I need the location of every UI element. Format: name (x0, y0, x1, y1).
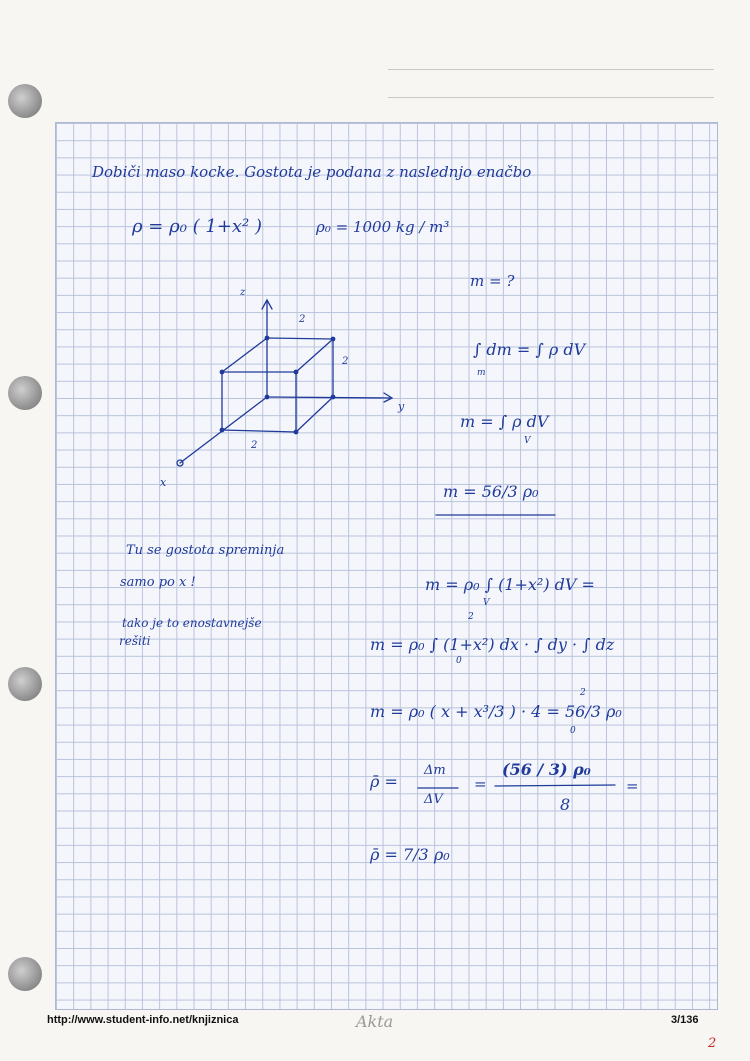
density-formula: ρ = ρ₀ ( 1+x² ) (132, 216, 263, 237)
note-line-4: rešiti (119, 634, 151, 648)
mass-unknown: m = ? (470, 272, 515, 290)
note-line-3: tako je to enostavnejše (122, 616, 262, 630)
integral-dm: ∫ dm = ∫ ρ dV (473, 340, 586, 359)
derivation-step-5: ρ̄ = 7/3 ρ₀ (370, 845, 450, 864)
derivation-step-2-lower: 0 (456, 656, 462, 666)
derivation-step-4-tail: = (626, 777, 639, 795)
axis-label-x: x (160, 476, 167, 489)
derivation-step-3: m = ρ₀ ( x + x³/3 ) · 4 = 56/3 ρ₀ (370, 702, 622, 721)
integral-dm-subscript: m (477, 368, 486, 378)
mass-result: m = 56/3 ρ₀ (443, 482, 539, 501)
footer-brand-logo: Akta (356, 1012, 394, 1031)
derivation-step-4-rhs-num: (56 / 3) ρ₀ (502, 760, 591, 779)
derivation-step-4-lhs: ρ̄ = (370, 772, 398, 791)
note-line-1: Tu se gostota spreminja (126, 543, 285, 558)
cube-axis-y (267, 397, 392, 398)
axis-label-z: z (240, 287, 246, 298)
derivation-step-4-rhs-den: 8 (560, 795, 571, 814)
edge-label-bottom: 2 (251, 440, 258, 451)
note-line-2: samo po x ! (120, 575, 196, 590)
footer-url: http://www.student-info.net/knjiznica (47, 1014, 239, 1026)
derivation-step-4-frac-den: ΔV (424, 792, 443, 807)
cube-edge (222, 338, 267, 372)
derivation-step-4-frac-num: Δm (424, 763, 446, 778)
fraction-bar-rhs (495, 785, 615, 786)
cube-edge (267, 338, 333, 339)
derivation-step-2-upper: 2 (468, 612, 474, 622)
derivation-step-3-upper: 2 (580, 688, 586, 698)
footer-page-counter: 3/136 (671, 1014, 699, 1026)
integral-m-subscript: V (524, 436, 531, 446)
task-statement: Dobiči maso kocke. Gostota je podana z naslednjo enačbo (92, 163, 532, 181)
edge-label-right: 2 (342, 356, 349, 367)
cube-edge (296, 339, 333, 372)
derivation-step-3-lower: 0 (570, 726, 576, 736)
axis-label-y: y (398, 400, 405, 413)
rho0-value: ρ₀ = 1000 kg / m³ (316, 218, 450, 236)
edge-label-top: 2 (299, 314, 306, 325)
cube-edge (222, 430, 296, 432)
cube-edge (296, 397, 333, 432)
derivation-step-2: m = ρ₀ ∫ (1+x²) dx · ∫ dy · ∫ dz (370, 635, 615, 654)
derivation-step-4-eq: = (474, 775, 487, 793)
red-page-mark: 2 (708, 1036, 717, 1051)
derivation-step-1-subscript: V (483, 598, 490, 608)
integral-m: m = ∫ ρ dV (460, 412, 549, 431)
derivation-step-1: m = ρ₀ ∫ (1+x²) dV = (425, 575, 595, 594)
